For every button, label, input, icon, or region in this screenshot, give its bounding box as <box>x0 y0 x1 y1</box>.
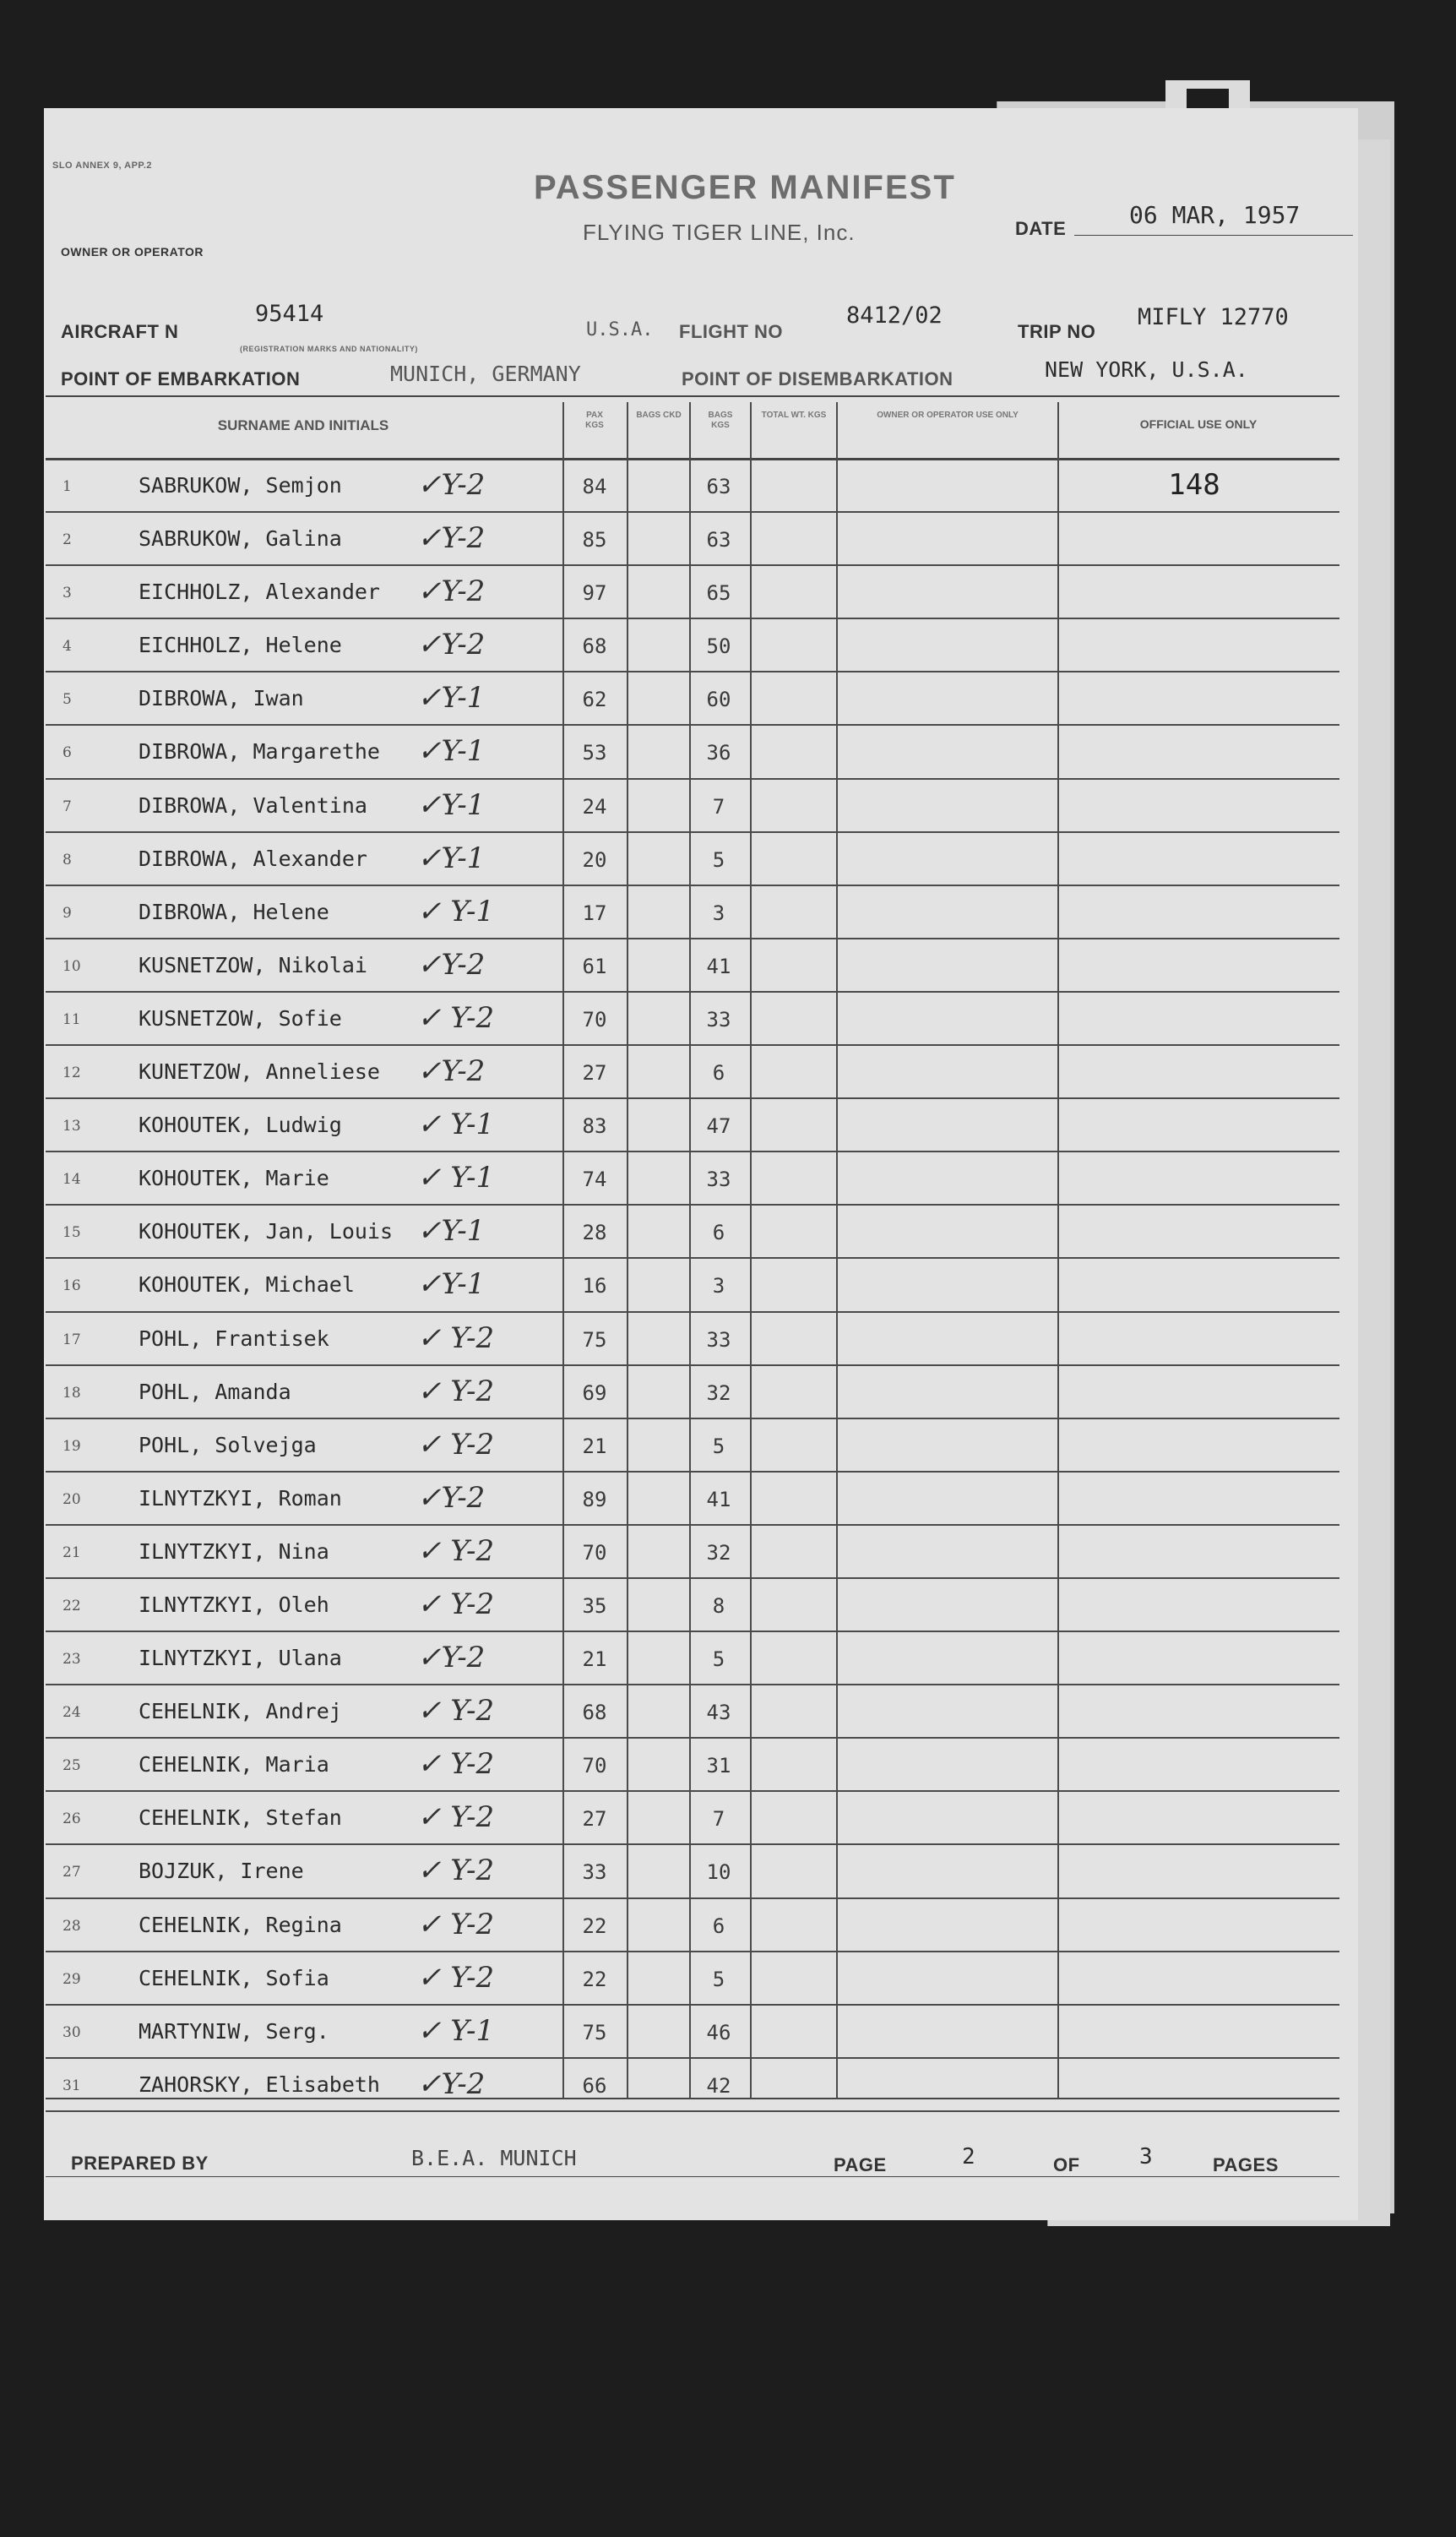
handwritten-mark: ✓Y-2 <box>417 1480 486 1515</box>
passenger-name: KUNETZOW, Anneliese <box>139 1059 380 1085</box>
table-row <box>46 833 1339 886</box>
trip-value: MIFLY 12770 <box>1138 304 1289 330</box>
handwritten-mark: ✓ Y-1 <box>417 1161 495 1195</box>
row-number: 14 <box>62 1171 81 1189</box>
passenger-name: KOHOUTEK, Ludwig <box>139 1113 342 1138</box>
passenger-name: ZAHORSKY, Elisabeth <box>139 2072 380 2097</box>
baggage-weight: 6 <box>712 1061 725 1086</box>
passenger-weight: 97 <box>582 581 607 606</box>
embarkation-value: MUNICH, GERMANY <box>390 362 581 386</box>
baggage-weight: 7 <box>712 1807 725 1832</box>
passenger-name: ILNYTZKYI, Oleh <box>139 1592 329 1617</box>
passenger-name: POHL, Solvejga <box>139 1432 317 1457</box>
row-number: 31 <box>62 2077 81 2094</box>
handwritten-mark: ✓ Y-2 <box>417 1800 495 1835</box>
page-label: PAGE <box>834 2154 887 2175</box>
table-row <box>46 939 1339 993</box>
nationality-value: U.S.A. <box>586 319 654 340</box>
table-row <box>46 1526 1339 1579</box>
col-surname: SURNAME AND INITIALS <box>217 417 389 433</box>
operator-name: FLYING TIGER LINE, Inc. <box>583 220 856 245</box>
passenger-weight: 66 <box>582 2073 607 2098</box>
passenger-weight: 21 <box>582 1647 607 1672</box>
row-number: 18 <box>62 1384 81 1402</box>
handwritten-mark: ✓ Y-2 <box>417 1854 495 1888</box>
baggage-weight: 3 <box>712 901 725 925</box>
handwritten-mark: ✓ Y-1 <box>417 894 495 928</box>
table-row <box>46 672 1339 726</box>
baggage-weight: 32 <box>706 1380 731 1405</box>
table-row <box>46 886 1339 939</box>
row-number: 5 <box>62 691 72 709</box>
baggage-weight: 60 <box>706 688 731 712</box>
passenger-name: ILNYTZKYI, Nina <box>139 1538 329 1564</box>
table-row <box>46 1259 1339 1312</box>
date-underline <box>1074 235 1353 236</box>
passenger-name: DIBROWA, Iwan <box>139 686 304 711</box>
passenger-weight: 27 <box>582 1807 607 1832</box>
handwritten-mark: ✓Y-2 <box>417 1054 486 1089</box>
col-bags-label: BAGS <box>708 411 733 420</box>
handwritten-mark: ✓ Y-2 <box>417 1960 495 1995</box>
table-row <box>46 460 1339 513</box>
handwritten-mark: ✓ Y-2 <box>417 1320 495 1355</box>
passenger-name: DIBROWA, Alexander <box>139 846 367 871</box>
baggage-weight: 5 <box>712 1967 725 1991</box>
baggage-weight: 5 <box>712 847 725 872</box>
passenger-rows <box>46 460 1339 2112</box>
trip-label: TRIP NO <box>1018 321 1096 342</box>
table-row <box>46 1632 1339 1685</box>
row-number: 15 <box>62 1224 81 1242</box>
row-number: 22 <box>62 1597 81 1614</box>
baggage-weight: 46 <box>706 2020 731 2044</box>
handwritten-mark: ✓ Y-2 <box>417 1587 495 1621</box>
passenger-name: DIBROWA, Valentina <box>139 792 367 818</box>
manifest-sheet <box>44 108 1358 2220</box>
table-row <box>46 780 1339 833</box>
baggage-weight: 63 <box>706 475 731 498</box>
passenger-name: EICHHOLZ, Alexander <box>139 580 380 605</box>
footer-bottom-rule <box>46 2176 1339 2177</box>
col-pax-label: PAX <box>586 411 603 420</box>
passenger-weight: 68 <box>582 634 607 659</box>
baggage-weight: 5 <box>712 1647 725 1672</box>
handwritten-mark: ✓Y-1 <box>417 734 486 769</box>
baggage-weight: 32 <box>706 1540 731 1565</box>
passenger-name: CEHELNIK, Andrej <box>139 1699 342 1724</box>
passenger-name: CEHELNIK, Maria <box>139 1752 329 1778</box>
row-number: 21 <box>62 1543 81 1561</box>
row-number: 1 <box>62 478 72 495</box>
table-header <box>46 402 1339 460</box>
table-row <box>46 1099 1339 1152</box>
table-row <box>46 513 1339 566</box>
aircraft-value: 95414 <box>255 301 324 327</box>
passenger-name: KOHOUTEK, Marie <box>139 1166 329 1191</box>
row-number: 4 <box>62 638 72 656</box>
baggage-weight: 7 <box>712 794 725 819</box>
passenger-weight: 53 <box>582 741 607 765</box>
passenger-weight: 85 <box>582 528 607 553</box>
row-number: 29 <box>62 1970 81 1988</box>
handwritten-mark: ✓ Y-2 <box>417 1694 495 1729</box>
passenger-weight: 17 <box>582 901 607 925</box>
passenger-weight: 69 <box>582 1380 607 1405</box>
passenger-weight: 70 <box>582 1754 607 1778</box>
passenger-weight: 74 <box>582 1168 607 1192</box>
row-number: 7 <box>62 798 72 815</box>
official-use-value: 148 <box>1168 468 1220 502</box>
table-row <box>46 2059 1339 2112</box>
passenger-weight: 83 <box>582 1114 607 1139</box>
baggage-weight: 10 <box>706 1860 731 1885</box>
baggage-weight: 50 <box>706 634 731 659</box>
table-row <box>46 1313 1339 1366</box>
passenger-name: EICHHOLZ, Helene <box>139 633 342 658</box>
footer-rule <box>46 2098 1339 2099</box>
col-owner-use: OWNER OR OPERATOR USE ONLY <box>877 411 1019 420</box>
baggage-weight: 43 <box>706 1701 731 1725</box>
handwritten-mark: ✓ Y-2 <box>417 1427 495 1462</box>
handwritten-mark: ✓ Y-1 <box>417 2013 495 2048</box>
row-number: 24 <box>62 1704 81 1722</box>
row-number: 26 <box>62 1810 81 1828</box>
disembarkation-value: NEW YORK, U.S.A. <box>1045 357 1248 382</box>
passenger-name: CEHELNIK, Regina <box>139 1912 342 1937</box>
baggage-weight: 36 <box>706 741 731 765</box>
passenger-name: KOHOUTEK, Jan, Louis <box>139 1219 394 1244</box>
handwritten-mark: ✓Y-1 <box>417 841 486 875</box>
table-row <box>46 993 1339 1046</box>
aircraft-label: AIRCRAFT N <box>61 321 179 342</box>
passenger-weight: 16 <box>582 1274 607 1298</box>
passenger-weight: 22 <box>582 1914 607 1938</box>
table-row <box>46 1739 1339 1792</box>
passenger-weight: 75 <box>582 1327 607 1352</box>
baggage-weight: 65 <box>706 581 731 606</box>
passenger-weight: 61 <box>582 954 607 978</box>
prepared-by-label: PREPARED BY <box>71 2153 209 2174</box>
table-row <box>46 566 1339 619</box>
passenger-weight: 84 <box>582 475 607 498</box>
col-total-wt: TOTAL WT. KGS <box>761 411 827 420</box>
table-row <box>46 1419 1339 1473</box>
baggage-weight: 42 <box>706 2073 731 2098</box>
annex-label: SLO ANNEX 9, APP.2 <box>52 161 153 171</box>
handwritten-mark: ✓Y-2 <box>417 628 486 662</box>
baggage-weight: 3 <box>712 1274 725 1298</box>
owner-operator-label: OWNER OR OPERATOR <box>61 245 204 259</box>
col-bags-unit: KGS <box>711 421 730 430</box>
row-number: 28 <box>62 1917 81 1935</box>
handwritten-mark: ✓ Y-1 <box>417 1108 495 1142</box>
disembarkation-label: POINT OF DISEMBARKATION <box>682 368 953 389</box>
baggage-weight: 33 <box>706 1007 731 1032</box>
handwritten-mark: ✓Y-1 <box>417 1267 486 1302</box>
handwritten-mark: ✓Y-1 <box>417 787 486 822</box>
passenger-name: POHL, Frantisek <box>139 1326 329 1351</box>
col-pax <box>562 411 627 431</box>
passenger-name: DIBROWA, Margarethe <box>139 739 380 765</box>
passenger-name: BOJZUK, Irene <box>139 1859 304 1884</box>
row-number: 19 <box>62 1437 81 1455</box>
baggage-weight: 33 <box>706 1327 731 1352</box>
passenger-weight: 62 <box>582 688 607 712</box>
row-number: 23 <box>62 1651 81 1669</box>
row-number: 20 <box>62 1490 81 1508</box>
table-row <box>46 619 1339 672</box>
passenger-weight: 22 <box>582 1967 607 1991</box>
passenger-weight: 21 <box>582 1434 607 1458</box>
row-number: 27 <box>62 1864 81 1881</box>
flight-label: FLIGHT NO <box>679 321 784 342</box>
baggage-weight: 8 <box>712 1593 725 1618</box>
row-number: 12 <box>62 1064 81 1082</box>
passenger-name: ILNYTZKYI, Roman <box>139 1485 342 1511</box>
passenger-weight: 20 <box>582 847 607 872</box>
passenger-name: CEHELNIK, Sofia <box>139 1965 329 1990</box>
handwritten-mark: ✓Y-2 <box>417 468 486 502</box>
row-number: 16 <box>62 1277 81 1295</box>
row-number: 13 <box>62 1118 81 1135</box>
date-value: 06 MAR, 1957 <box>1129 201 1301 229</box>
of-value: 3 <box>1139 2144 1153 2170</box>
embarkation-label: POINT OF EMBARKATION <box>61 368 301 389</box>
passenger-weight: 70 <box>582 1007 607 1032</box>
passenger-weight: 68 <box>582 1701 607 1725</box>
passenger-name: DIBROWA, Helene <box>139 899 329 924</box>
baggage-weight: 6 <box>712 1221 725 1245</box>
of-label: OF <box>1053 2154 1080 2175</box>
table-row <box>46 2006 1339 2059</box>
passenger-weight: 33 <box>582 1860 607 1885</box>
row-number: 8 <box>62 851 72 868</box>
baggage-weight: 63 <box>706 528 731 553</box>
baggage-weight: 33 <box>706 1168 731 1192</box>
handwritten-mark: ✓ Y-2 <box>417 1533 495 1568</box>
baggage-weight: 6 <box>712 1914 725 1938</box>
prepared-by-value: B.E.A. MUNICH <box>411 2146 577 2170</box>
baggage-weight: 41 <box>706 954 731 978</box>
handwritten-mark: ✓Y-1 <box>417 681 486 716</box>
table-row <box>46 1845 1339 1898</box>
handwritten-mark: ✓ Y-2 <box>417 1747 495 1782</box>
row-number: 25 <box>62 1757 81 1775</box>
passenger-weight: 27 <box>582 1061 607 1086</box>
table-row <box>46 1792 1339 1845</box>
table-row <box>46 1152 1339 1206</box>
date-label: DATE <box>1015 218 1067 239</box>
passenger-weight: 70 <box>582 1540 607 1565</box>
passenger-name: MARTYNIW, Serg. <box>139 2018 329 2044</box>
handwritten-mark: ✓ Y-2 <box>417 1907 495 1941</box>
passenger-weight: 35 <box>582 1593 607 1618</box>
col-bags-ckd: BAGS CKD <box>636 411 682 420</box>
table-row <box>46 1206 1339 1259</box>
handwritten-mark: ✓Y-2 <box>417 2066 486 2101</box>
row-number: 30 <box>62 2023 81 2041</box>
row-number: 17 <box>62 1331 81 1348</box>
passenger-name: SABRUKOW, Galina <box>139 526 342 552</box>
handwritten-mark: ✓Y-1 <box>417 1214 486 1249</box>
table-row <box>46 1473 1339 1526</box>
passenger-weight: 24 <box>582 794 607 819</box>
passenger-name: KOHOUTEK, Michael <box>139 1272 355 1298</box>
baggage-weight: 31 <box>706 1754 731 1778</box>
col-official-use: OFFICIAL USE ONLY <box>1139 417 1258 431</box>
table-row <box>46 1366 1339 1419</box>
header-rule <box>46 395 1339 397</box>
passenger-name: CEHELNIK, Stefan <box>139 1805 342 1831</box>
pages-label: PAGES <box>1213 2154 1279 2175</box>
flight-value: 8412/02 <box>846 302 943 329</box>
table-row <box>46 1952 1339 2006</box>
table-row <box>46 1579 1339 1632</box>
passenger-weight: 75 <box>582 2020 607 2044</box>
row-number: 11 <box>62 1010 81 1028</box>
handwritten-mark: ✓Y-2 <box>417 521 486 556</box>
table-row <box>46 726 1339 779</box>
registration-note: (REGISTRATION MARKS AND NATIONALITY) <box>240 345 418 353</box>
manifest-title: PASSENGER MANIFEST <box>534 169 956 206</box>
handwritten-mark: ✓Y-2 <box>417 1641 486 1675</box>
row-number: 10 <box>62 957 81 975</box>
passenger-name: KUSNETZOW, Sofie <box>139 1005 342 1031</box>
row-number: 6 <box>62 744 72 762</box>
baggage-weight: 41 <box>706 1487 731 1511</box>
row-number: 3 <box>62 585 72 602</box>
page-value: 2 <box>962 2144 975 2170</box>
table-row <box>46 1046 1339 1099</box>
col-pax-unit: KGS <box>585 421 604 430</box>
handwritten-mark: ✓Y-2 <box>417 947 486 982</box>
baggage-weight: 47 <box>706 1114 731 1139</box>
passenger-name: POHL, Amanda <box>139 1379 291 1404</box>
handwritten-mark: ✓ Y-2 <box>417 1000 495 1035</box>
table-row <box>46 1685 1339 1739</box>
passenger-name: SABRUKOW, Semjon <box>139 473 342 498</box>
handwritten-mark: ✓ Y-2 <box>417 1374 495 1408</box>
baggage-weight: 5 <box>712 1434 725 1458</box>
row-number: 9 <box>62 904 72 922</box>
passenger-weight: 28 <box>582 1221 607 1245</box>
col-bags <box>691 411 750 431</box>
passenger-weight: 89 <box>582 1487 607 1511</box>
passenger-name: KUSNETZOW, Nikolai <box>139 952 367 977</box>
table-row <box>46 1899 1339 1952</box>
handwritten-mark: ✓Y-2 <box>417 574 486 609</box>
passenger-name: ILNYTZKYI, Ulana <box>139 1646 342 1671</box>
row-number: 2 <box>62 531 72 549</box>
